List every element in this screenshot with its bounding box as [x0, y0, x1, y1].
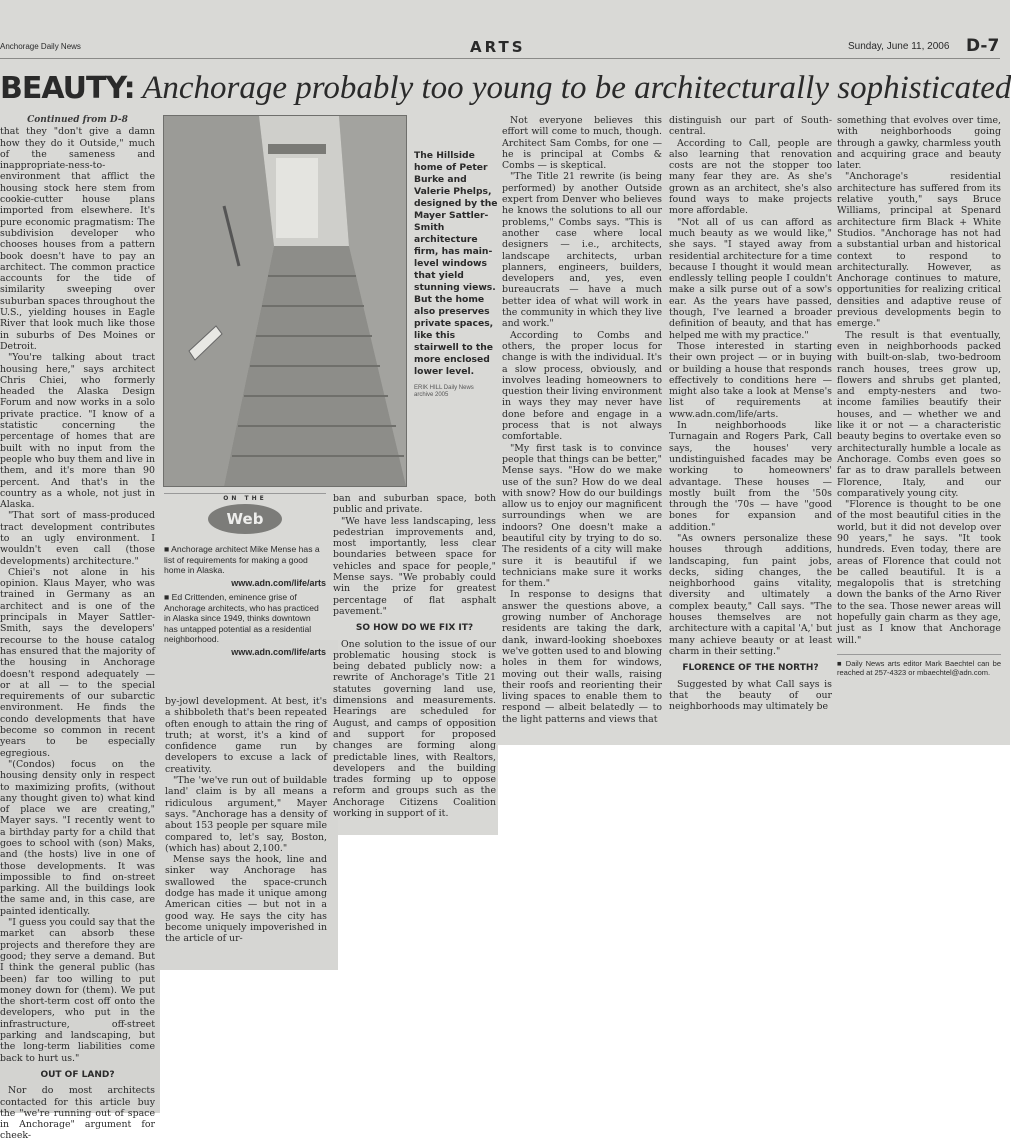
article-column-2 — [165, 696, 327, 966]
paragraph: something that evolves over time, with neighborhoods going through a gawky, charmless youth and acquiring grace and beauty later. — [837, 115, 1001, 172]
paragraph: Not everyone believes this effort will come to much, though. Architect Sam Combs, for one — he is principal at Combs & Combs — is skeptical. — [502, 115, 662, 172]
web-link-2[interactable]: www.adn.com/life/arts — [231, 646, 326, 657]
paragraph: "The Title 21 rewrite (is being performed) by another Outside expert from Denver who believes he knows the solutions to all our problems," Combs says. "This is another case where local designers — i.e., architects, landscape architects, urban planners, engineers, builders, developers and, yes, even bureaucrats — have a much better idea of what will work in the community in which they live and work." — [502, 171, 662, 330]
stairwell-photo — [163, 115, 407, 487]
page-number: D-7 — [966, 36, 1000, 56]
photo-credit: ERIK HILL Daily News archive 2005 — [414, 385, 474, 398]
subhead-florence: FLORENCE OF THE NORTH? — [682, 663, 819, 674]
issue-date: Sunday, June 11, 2006 — [848, 41, 950, 52]
web-item-1: ■ Anchorage architect Mike Mense has a list of requirements for making a good home in Alaska. — [164, 544, 320, 575]
article-column-4 — [502, 115, 662, 743]
paragraph: distinguish our part of South-central. — [669, 115, 832, 138]
paragraph: Nor do most architects contacted for this article buy the "we're running out of space in Anchorage" argument for cheek- — [0, 1085, 155, 1142]
paragraph: In response to designs that answer the questions above, a growing number of Anchorage residents are taking the dark, dank, inward-looking shoeboxes we've gotten used to and blowing holes in them for windows, moving out their walls, raising their roofs and reorienting their living spaces to enable them to respond — albeit belatedly — to the light patterns and views that — [502, 589, 662, 725]
paragraph: ban and suburban space, both public and private. — [333, 493, 496, 516]
paragraph: "Not all of us can afford as much beauty as we would like," she says. "I stayed away from residential architecture for a time because I thought it would mean endlessly telling people I couldn't make a silk purse out of a sow's ear. As the years have passed, though, I've learned a broader definition of beauty, and that has helped me with my practice." — [669, 216, 832, 341]
headline — [0, 70, 1010, 110]
paragraph: "I guess you could say that the market can absorb these projects and therefore they are good; they serve a demand. But I think the general public (has been) far too willing to put money down for (them). We put the short-term cost off onto the developers, who put in the infrastructure, off-street parking and landscaping, but the long-term liabilities come back to hurt us." — [0, 917, 155, 1064]
continued-from: Continued from D-8 — [27, 115, 128, 125]
paragraph: "My first task is to convince people that things can be better," Mense says. "How do we make use of the sun? How do we deal with snow? How do our buildings allow us to enjoy our magnificent surroundings when we are indoors? One doesn't make a beautiful city by trying to do so. The residents of a city will make sure it is beautiful if we technicians make sure it works for them." — [502, 442, 662, 590]
paragraph: According to Combs and others, the proper locus for change is with the individual. It's a slow process, obviously, and involves leading homeowners to question their living environment in ways they may never have done before and engage in a process that is not always comfortable. — [502, 329, 662, 443]
web-item-2: ■ Ed Crittenden, eminence grise of Anchorage architects, who has practiced in Alaska since 1949, thinks downtown has untapped potential as a residential neighborhood. — [164, 592, 319, 644]
paragraph: "We have less landscaping, less pedestrian improvements and, most importantly, less clear boundaries between space for vehicles and space for people," Mense says. "We probably could win the prize for greatest percentage of flat asphalt pavement." — [333, 515, 496, 617]
paragraph: "Anchorage's residential architecture has suffered from its relative youth," says Bruce Williams, principal at Spenard architecture firm Black + White Studios. "Anchorage has not had a substantial urban and historical context to respond to architecturally. However, as Anchorage continues to mature, opportunities for realizing critical densities and adaptive reuse of previous developments begin to emerge." — [837, 171, 1001, 330]
subhead-out-of-land: OUT OF LAND? — [40, 1069, 115, 1080]
paragraph: "(Condos) focus on the housing density only in respect to maximizing profits, (without any thought given to) what kind of place we are creating," Mayer says. "I recently went to a birthday party for a child that goes to school with (son) Maks, and (the hosts) live in one of those developments. It was impossible to find on-street parking. All the buildings look the same and, in this case, are painted identically. — [0, 758, 155, 917]
article-column-6 — [837, 115, 1001, 743]
subhead-fix-it: SO HOW DO WE FIX IT? — [355, 623, 474, 634]
paragraph: Mense says the hook, line and sinker way Anchorage has swallowed the space-crunch dodge has made it unique among American cities — but not in a good way. He says the city has become uniquely impoverished in the article of ur- — [165, 854, 327, 945]
page-header — [0, 36, 1000, 59]
headline-kicker: BEAUTY: — [0, 71, 135, 106]
paragraph: "You're talking about tract housing here," says architect Chris Chiei, who formerly headed the Alaska Design Forum and now works in a solo private practice. "I know of a statistic concerning the percentage of homes that are built with no input from the people who buy them and live in them, and it's more than 90 percent. And that's in the country as a whole, not just in Alaska. — [0, 352, 155, 511]
paper-name: Anchorage Daily News — [0, 42, 81, 51]
on-the-web-box — [164, 493, 326, 689]
paragraph: Those interested in starting their own project — or in buying or building a house that responds effectively to conditions here — might also take a look at Mense's list of requirements at www.adn.com/life/arts. — [669, 340, 832, 420]
article-column-3 — [333, 493, 496, 833]
editor-contact-note: ■ Daily News arts editor Mark Baechtel can be reached at 257-4323 or mbaechtel@adn.com. — [837, 654, 1001, 678]
paragraph: According to Call, people are also learning that renovation costs are not the stopper too many fear they are. As she's grown as an architect, she's also found ways to make projects more affordable. — [669, 137, 832, 217]
paragraph: by-jowl development. At best, it's a shibboleth that's been repeated often enough to attain the ring of truth; at worst, it's a kind of confidence game run by developers to excuse a lack of creativity. — [165, 696, 327, 775]
on-the-web-logo: ON THE Web — [208, 504, 282, 534]
paragraph: "Florence is thought to be one of the most beautiful cities in the world, but it did not develop over 90 years," he says. "It took hundreds. Even today, there are areas of Florence that could not be called beautiful. It is a megalopolis that is stretching down the banks of the Arno River to the sea. Those newer areas will hopefully gain charm as they age, just as I know that Anchorage will." — [837, 499, 1001, 646]
paragraph: "As owners personalize these houses through additions, landscaping, fun paint jobs, decks, siding changes, the neighborhood gains vitality, diversity and ultimately a complex beauty," Call says. "The houses themselves are not architecture with a capital 'A,' but many achieve beauty or at least charm in their setting." — [669, 532, 832, 657]
stairwell-illustration — [164, 116, 406, 486]
paragraph: In neighborhoods like Turnagain and Rogers Park, Call says, the houses' very undistinguished facades may be working to homeowners' advantage. These houses — mostly built from the '50s through the '70s — have "good bones for expansion and addition." — [669, 420, 832, 533]
article-column-5 — [669, 115, 832, 743]
paragraph: The result is that eventually, even in neighborhoods packed with built-on-slab, two-bedroom ranch houses, trees grow up, flowers and shrubs get planted, and empty-nesters and two-income families beautify their houses, and — whether we and like it or not — a characteristic beauty begins to overtake even so architecturally humble a locale as Anchorage. Combs even goes so far as to draw parallels between Florence, Italy, and our comparatively young city. — [837, 329, 1001, 499]
paragraph: "That sort of mass-produced tract development contributes to an ugly environment. I wouldn't even call (those developments) architecture." — [0, 510, 155, 567]
paragraph: that they "don't give a damn how they do it Outside," much of the sameness and inappropriate-ness-to-environment that afflict the housing stock here stem from cookie-cutter house plans imported from elsewhere. It's pure economic pragmatism: The subdivision developer who chooses houses from a pattern book doesn't have to pay an architect. The common practice accounts for the tide of similarity sweeping over suburban spaces throughout the U.S., yielding houses in Eagle River that look much like those in suburbs of Des Moines or Detroit. — [0, 126, 155, 352]
paragraph: Suggested by what Call says is that the beauty of our neighborhoods may ultimately be — [669, 678, 832, 713]
section-name: ARTS — [470, 38, 526, 56]
paragraph: One solution to the issue of our problematic housing stock is being debated publicly now: a rewrite of Anchorage's Title 21 statutes governing land use, dimensions and measurements. Hearings are scheduled for August, and camps of opposition and support for proposed changes are forming along predictable lines, with Realtors, developers and the building trades forming up to oppose reform and groups such as the Anchorage Citizens Coalition working in support of it. — [333, 638, 496, 820]
paragraph: "The 'we've run out of buildable land' claim is by all means a ridiculous argument," Mayer says. "Anchorage has a density of about 153 people per square mile compared to, let's say, Boston, (which has) about 2,100." — [165, 775, 327, 854]
article-column-1 — [0, 115, 155, 1142]
web-link-1[interactable]: www.adn.com/life/arts — [231, 577, 326, 588]
photo-caption: The Hillside home of Peter Burke and Valerie Phelps, designed by the Mayer Sattler-Smith architecture firm, has main-level windows that yield stunning views. But the home also preserves private spaces, like this stairwell to the more enclosed lower level. — [414, 150, 498, 377]
paragraph: Chiei's not alone in his opinion. Klaus Mayer, who was trained in Germany as an architect and is one of the principals in Mayer Sattler-Smith, says the developers' recourse to the house catalog has ensured that the majority of the housing in Anchorage doesn't respond adequately — or at all — to the special requirements of our subarctic environment. He finds the condo developments that have become so common in recent years to be especially egregious. — [0, 566, 155, 759]
headline-text: Anchorage probably too young to be architecturally sophisticated — [134, 70, 1011, 106]
